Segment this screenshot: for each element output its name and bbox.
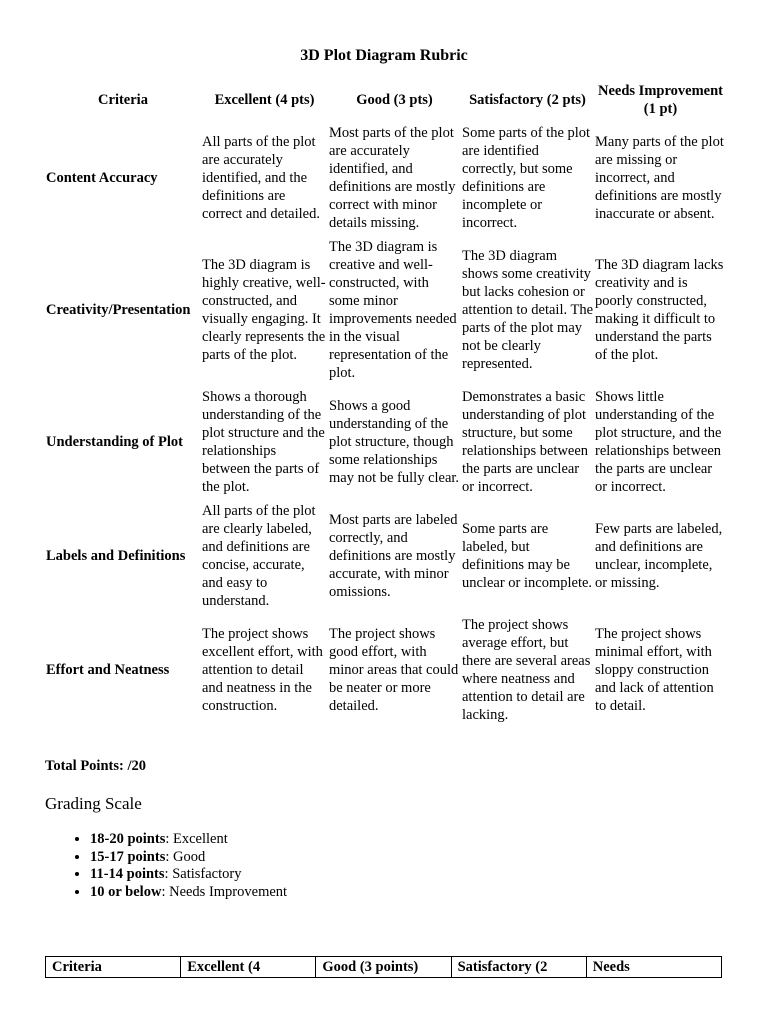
criterion-label: Effort and Neatness: [46, 662, 170, 678]
cell-needs-improvement: Shows little understanding of the plot structure, and the relationships between the parts are unclear or incorrect.: [595, 389, 722, 495]
cell-satisfactory: Some parts of the plot are identified correctly, but some definitions are incomplete or incorrect.: [462, 125, 591, 231]
scale-range: 15-17 points: [90, 848, 166, 865]
scale-range: 10 or below: [90, 883, 162, 900]
table-row: [44, 122, 726, 236]
bottom-rubric-table: [45, 956, 722, 978]
cell-excellent: All parts of the plot are clearly labeled, and definitions are concise, accurate, and easy to understand.: [202, 503, 316, 609]
cell-needs-improvement: The 3D diagram lacks creativity and is poorly constructed, making it difficult to understand the parts of the plot.: [595, 257, 724, 363]
header-criteria: Criteria: [98, 92, 148, 108]
scale-label: : Needs Improvement: [161, 883, 288, 900]
cell-good: Shows a good understanding of the plot structure, though some relationships may not be fully clear.: [329, 398, 460, 486]
grading-scale-list: [44, 831, 287, 901]
header-needs-improvement: Needs Improvement (1 pt): [598, 83, 723, 117]
criterion-label: Content Accuracy: [46, 170, 158, 186]
cell-good: Most parts are labeled correctly, and definitions are mostly accurate, with minor omissions.: [329, 512, 458, 600]
bottom-header-excellent: Excellent (4: [181, 957, 316, 978]
cell-excellent: The 3D diagram is highly creative, well-constructed, and visually engaging. It clearly represents the parts of the plot.: [202, 257, 326, 363]
criterion-label: Understanding of Plot: [46, 434, 183, 450]
list-item: [90, 884, 287, 902]
bottom-header-needs: Needs: [586, 957, 721, 978]
list-item: [90, 831, 287, 849]
cell-excellent: Shows a thorough understanding of the plot structure and the relationships between the parts of the plot.: [202, 389, 325, 495]
list-item: [90, 866, 287, 884]
cell-satisfactory: Demonstrates a basic understanding of plot structure, but some relationships between the parts are unclear or incorrect.: [462, 389, 589, 495]
cell-good: The project shows good effort, with minor areas that could be neater or more detailed.: [329, 626, 459, 714]
cell-needs-improvement: Many parts of the plot are missing or incorrect, and definitions are mostly inaccurate or absent.: [595, 134, 724, 222]
page-title: 3D Plot Diagram Rubric: [300, 47, 468, 64]
cell-satisfactory: The 3D diagram shows some creativity but lacks cohesion or attention to detail. The parts of the plot may not be clearly represented.: [462, 248, 594, 372]
bottom-header-good: Good (3 points): [316, 957, 451, 978]
table-row: [44, 236, 726, 386]
cell-good: Most parts of the plot are accurately identified, and definitions are mostly correct with minor details missing.: [329, 125, 456, 231]
header-excellent: Excellent (4 pts): [214, 92, 315, 108]
header-good: Good (3 pts): [356, 92, 433, 108]
cell-needs-improvement: Few parts are labeled, and definitions are unclear, incomplete, or missing.: [595, 521, 723, 591]
rubric-table: [44, 82, 726, 728]
cell-excellent: All parts of the plot are accurately identified, and the definitions are correct and detailed.: [202, 134, 320, 222]
total-points: Total Points: /20: [45, 758, 146, 774]
scale-label: : Satisfactory: [164, 866, 242, 882]
scale-label: : Good: [165, 848, 206, 865]
table-row: [44, 500, 726, 614]
bottom-header-satisfactory: Satisfactory (2: [451, 957, 586, 978]
cell-good: The 3D diagram is creative and well-constructed, with some minor improvements needed in the visual representation of the plot.: [329, 239, 457, 381]
cell-satisfactory: Some parts are labeled, but definitions may be unclear or incomplete.: [462, 521, 593, 591]
scale-range: 11-14 points: [90, 866, 165, 882]
grading-scale-heading: Grading Scale: [45, 794, 142, 813]
rubric-header-row: [44, 82, 726, 122]
list-item: [90, 849, 287, 867]
criterion-label: Creativity/Presentation: [46, 302, 191, 318]
bottom-header-criteria: Criteria: [46, 957, 181, 978]
bottom-header-row: [46, 957, 722, 978]
scale-range: 18-20 points: [90, 831, 166, 847]
table-row: [44, 614, 726, 728]
cell-needs-improvement: The project shows minimal effort, with sloppy construction and lack of attention to detail.: [595, 626, 714, 714]
header-satisfactory: Satisfactory (2 pts): [469, 92, 586, 108]
table-row: [44, 386, 726, 500]
cell-excellent: The project shows excellent effort, with attention to detail and neatness in the construction.: [202, 626, 323, 714]
scale-label: : Excellent: [165, 831, 228, 847]
cell-satisfactory: The project shows average effort, but there are several areas where neatness and attention to detail are lacking.: [462, 617, 591, 723]
criterion-label: Labels and Definitions: [46, 548, 186, 564]
